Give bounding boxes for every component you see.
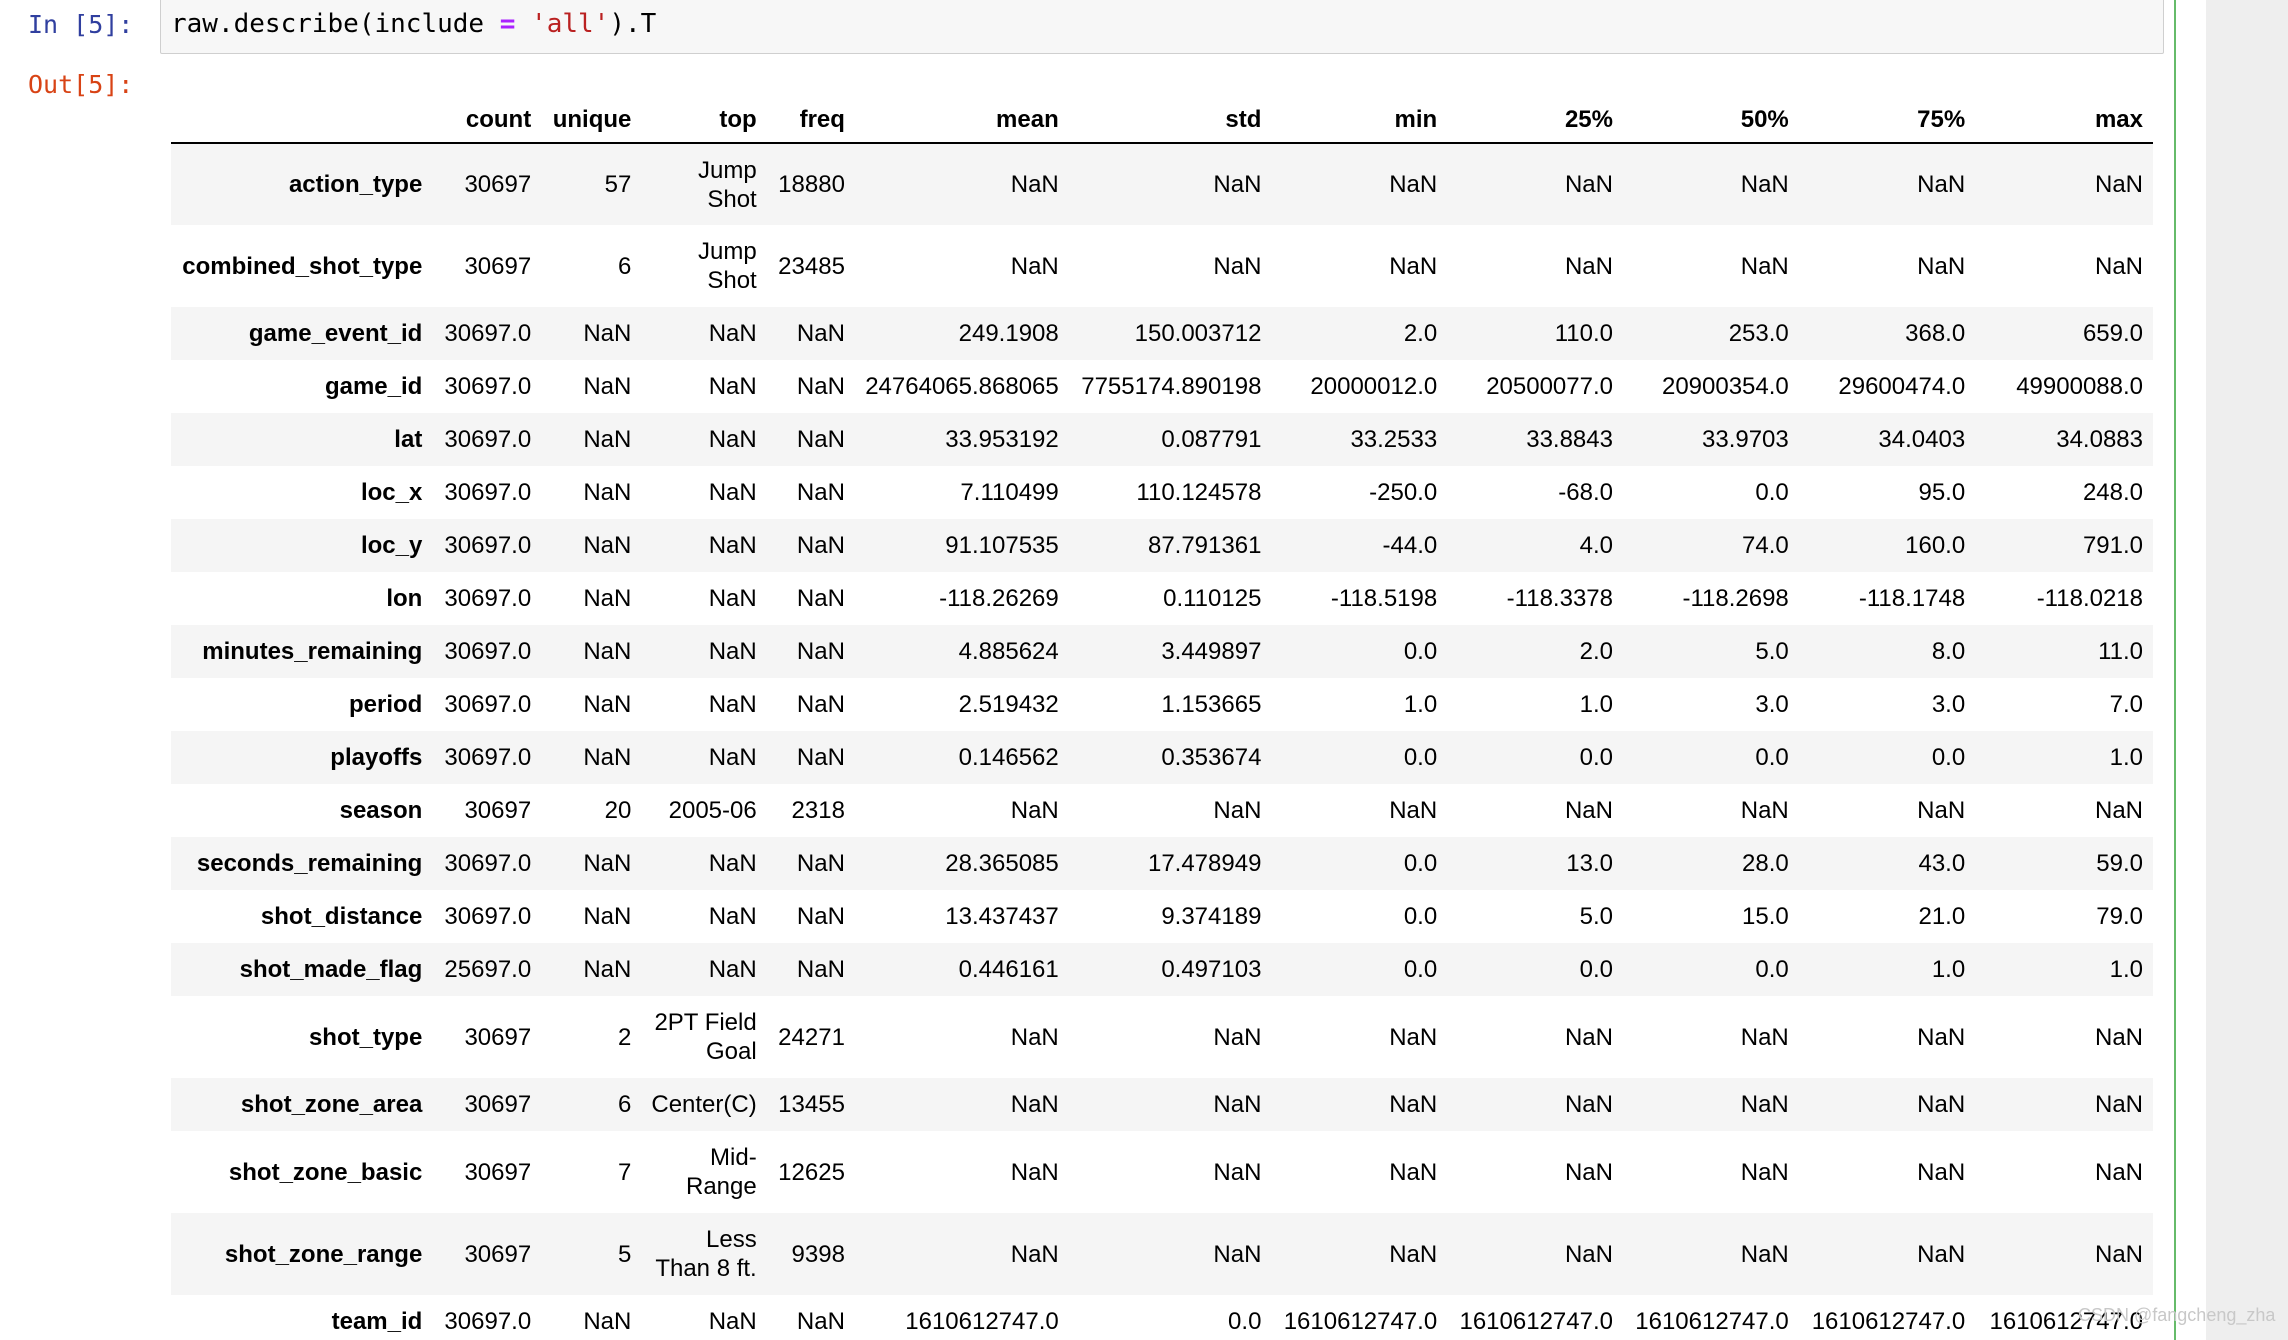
table-cell: NaN bbox=[583, 744, 632, 771]
row-index-label: lon bbox=[386, 585, 423, 612]
table-cell: NaN bbox=[1740, 1240, 1789, 1268]
table-cell: 33.2533 bbox=[1350, 426, 1438, 453]
table-cell: 0.353674 bbox=[1161, 744, 1262, 771]
table-cell: 49900088.0 bbox=[2016, 373, 2143, 400]
table-cell: NaN bbox=[708, 638, 757, 665]
column-header: min bbox=[1271, 96, 1447, 143]
table-cell: NaN bbox=[1564, 252, 1613, 280]
table-cell: 1.0 bbox=[1579, 691, 1613, 718]
table-row bbox=[171, 1213, 2153, 1295]
table-cell: NaN bbox=[1389, 1091, 1438, 1118]
table-cell: NaN bbox=[796, 956, 845, 983]
table-cell: 2 bbox=[618, 1023, 632, 1051]
right-gutter bbox=[2206, 0, 2288, 1340]
table-cell: NaN bbox=[708, 585, 757, 612]
table-cell: 3.0 bbox=[1755, 691, 1789, 718]
table-cell: NaN bbox=[708, 479, 757, 506]
table-cell: 0.0 bbox=[1755, 479, 1789, 506]
table-cell: 5 bbox=[618, 1240, 632, 1268]
table-cell: NaN bbox=[1213, 171, 1262, 198]
column-header: top bbox=[641, 96, 766, 143]
table-cell: 59.0 bbox=[2096, 850, 2143, 877]
table-cell: 7755174.890198 bbox=[1081, 373, 1262, 400]
table-cell: NaN bbox=[708, 373, 757, 400]
table-cell: 2PT Field Goal bbox=[654, 1009, 757, 1065]
table-row bbox=[171, 1131, 2153, 1213]
table-cell: NaN bbox=[796, 320, 845, 347]
table-cell: Center(C) bbox=[651, 1091, 757, 1118]
table-cell: 0.0 bbox=[1579, 956, 1613, 983]
table-cell: 30697 bbox=[464, 1091, 532, 1118]
table-cell: NaN bbox=[1917, 171, 1966, 198]
column-header: count bbox=[432, 96, 541, 143]
table-cell: 0.0 bbox=[1403, 956, 1438, 983]
table-cell: NaN bbox=[583, 585, 632, 612]
table-cell: 30697.0 bbox=[444, 479, 532, 506]
table-cell: NaN bbox=[796, 1308, 845, 1335]
table-cell: NaN bbox=[796, 373, 845, 400]
table-cell: NaN bbox=[2094, 797, 2143, 824]
table-cell: 160.0 bbox=[1905, 532, 1966, 559]
table-cell: 30697.0 bbox=[444, 850, 532, 877]
table-cell: 1.0 bbox=[1931, 956, 1966, 983]
table-cell: NaN bbox=[583, 850, 632, 877]
table-row bbox=[171, 996, 2153, 1078]
table-cell: 30697 bbox=[464, 1240, 532, 1268]
row-index-label: seconds_remaining bbox=[196, 850, 423, 877]
row-index-label: loc_y bbox=[360, 532, 423, 559]
table-cell: -118.1748 bbox=[1858, 585, 1966, 612]
table-cell: NaN bbox=[1213, 1158, 1262, 1186]
table-cell: 6 bbox=[618, 1091, 632, 1118]
table-row bbox=[171, 1078, 2153, 1131]
table-cell: 30697 bbox=[464, 171, 532, 198]
table-cell: 43.0 bbox=[1918, 850, 1966, 877]
table-cell: 28.0 bbox=[1742, 850, 1789, 877]
table-cell: NaN bbox=[796, 638, 845, 665]
table-cell: NaN bbox=[1917, 252, 1966, 280]
table-cell: NaN bbox=[796, 903, 845, 930]
code-text-end: ).T bbox=[609, 9, 657, 39]
table-cell: Less Than 8 ft. bbox=[655, 1226, 757, 1282]
row-index-label: action_type bbox=[288, 171, 423, 198]
table-row bbox=[171, 784, 2153, 837]
table-cell: 1.153665 bbox=[1161, 691, 1262, 718]
table-cell: 0.0 bbox=[1579, 744, 1613, 771]
table-row bbox=[171, 731, 2153, 784]
column-header: mean bbox=[855, 96, 1069, 143]
table-cell: 2.519432 bbox=[958, 691, 1059, 718]
table-cell: 0.087791 bbox=[1161, 426, 1262, 453]
table-cell: 1610612747.0 bbox=[1811, 1308, 1966, 1335]
table-cell: 2.0 bbox=[1579, 638, 1613, 665]
table-cell: 11.0 bbox=[2098, 638, 2143, 665]
table-cell: 791.0 bbox=[2082, 532, 2143, 559]
table-cell: 87.791361 bbox=[1147, 532, 1262, 559]
code-text: raw.describe(include bbox=[171, 9, 500, 39]
table-body bbox=[171, 143, 2153, 1340]
table-cell: NaN bbox=[1917, 1023, 1966, 1051]
table-cell: NaN bbox=[1010, 171, 1059, 198]
table-cell: -118.5198 bbox=[1330, 585, 1438, 612]
table-cell: 30697.0 bbox=[444, 1308, 532, 1335]
table-cell: 5.0 bbox=[1755, 638, 1789, 665]
table-cell: 24271 bbox=[778, 1023, 845, 1051]
table-cell: 249.1908 bbox=[958, 320, 1059, 347]
row-index-label: lat bbox=[394, 426, 423, 453]
table-cell: 28.365085 bbox=[945, 850, 1059, 877]
table-cell: 0.0 bbox=[1403, 903, 1438, 930]
row-index-label: playoffs bbox=[330, 744, 423, 771]
table-cell: 0.0 bbox=[1755, 744, 1789, 771]
table-cell: 0.0 bbox=[1228, 1308, 1262, 1335]
table-cell: 30697.0 bbox=[444, 744, 532, 771]
table-row bbox=[171, 837, 2153, 890]
table-cell: 4.885624 bbox=[958, 638, 1059, 665]
table-cell: 30697 bbox=[464, 252, 532, 280]
table-cell: NaN bbox=[796, 479, 845, 506]
table-cell: NaN bbox=[1213, 1091, 1262, 1118]
table-cell: 6 bbox=[618, 252, 632, 280]
column-header: max bbox=[1975, 96, 2153, 143]
watermark: CSDN @fangcheng_zha bbox=[2078, 1305, 2276, 1325]
table-cell: 253.0 bbox=[1728, 320, 1789, 347]
table-cell: NaN bbox=[2094, 1158, 2143, 1186]
table-cell: NaN bbox=[1389, 171, 1438, 198]
row-index-label: team_id bbox=[331, 1308, 423, 1335]
table-cell: 29600474.0 bbox=[1838, 373, 1966, 400]
table-cell: 0.0 bbox=[1755, 956, 1789, 983]
table-cell: Mid-Range bbox=[685, 1144, 757, 1200]
row-index-label: shot_made_flag bbox=[239, 956, 423, 983]
table-cell: NaN bbox=[1740, 1091, 1789, 1118]
table-cell: NaN bbox=[1389, 1240, 1438, 1268]
code-line[interactable] bbox=[171, 9, 656, 39]
column-header: unique bbox=[541, 96, 641, 143]
table-cell: 4.0 bbox=[1579, 532, 1613, 559]
table-cell: NaN bbox=[708, 426, 757, 453]
table-cell: NaN bbox=[1740, 252, 1789, 280]
table-cell: 30697.0 bbox=[444, 691, 532, 718]
table-cell: NaN bbox=[2094, 1240, 2143, 1268]
table-cell: NaN bbox=[583, 638, 632, 665]
table-cell: 33.9703 bbox=[1702, 426, 1789, 453]
row-index-label: game_event_id bbox=[248, 320, 423, 347]
table-cell: NaN bbox=[1389, 1023, 1438, 1051]
table-cell: NaN bbox=[2094, 1023, 2143, 1051]
table-cell: 659.0 bbox=[2082, 320, 2143, 347]
table-cell: 9.374189 bbox=[1161, 903, 1262, 930]
row-index-label: shot_distance bbox=[260, 903, 423, 930]
table-cell: 30697.0 bbox=[444, 638, 532, 665]
table-cell: 91.107535 bbox=[945, 532, 1059, 559]
table-cell: 34.0403 bbox=[1878, 426, 1966, 453]
table-cell: NaN bbox=[708, 532, 757, 559]
table-cell: 13455 bbox=[778, 1091, 845, 1118]
table-cell: NaN bbox=[583, 956, 632, 983]
table-cell: 23485 bbox=[778, 252, 845, 280]
table-cell: 1610612747.0 bbox=[1459, 1308, 1613, 1335]
row-index-label: game_id bbox=[324, 373, 423, 400]
table-cell: 7.110499 bbox=[960, 479, 1059, 506]
table-cell: NaN bbox=[1917, 1240, 1966, 1268]
table-cell: 74.0 bbox=[1742, 532, 1789, 559]
table-cell: 1.0 bbox=[2109, 956, 2143, 983]
table-cell: NaN bbox=[1917, 797, 1966, 824]
table-cell: NaN bbox=[1213, 1240, 1262, 1268]
table-cell: NaN bbox=[583, 903, 632, 930]
table-cell: 30697.0 bbox=[444, 585, 532, 612]
table-row bbox=[171, 466, 2153, 519]
column-header: 75% bbox=[1799, 96, 1975, 143]
table-cell: NaN bbox=[796, 532, 845, 559]
index-header bbox=[171, 96, 432, 143]
table-cell: NaN bbox=[708, 850, 757, 877]
table-cell: NaN bbox=[796, 691, 845, 718]
table-cell: 24764065.868065 bbox=[865, 373, 1059, 400]
table-cell: 25697.0 bbox=[444, 956, 532, 983]
table-cell: -68.0 bbox=[1558, 479, 1613, 506]
table-cell: -118.2698 bbox=[1682, 585, 1789, 612]
row-index-label: shot_type bbox=[308, 1023, 423, 1051]
row-index-label: combined_shot_type bbox=[182, 252, 423, 280]
table-cell: 7.0 bbox=[2109, 691, 2143, 718]
table-cell: -118.3378 bbox=[1506, 585, 1613, 612]
table-row bbox=[171, 307, 2153, 360]
output-area bbox=[171, 96, 2153, 1340]
output-prompt: Out[5]: bbox=[28, 70, 134, 99]
table-row bbox=[171, 678, 2153, 731]
table-cell: NaN bbox=[1010, 1240, 1059, 1268]
table-cell: 34.0883 bbox=[2056, 426, 2143, 453]
table-cell: 15.0 bbox=[1742, 903, 1789, 930]
row-index-label: shot_zone_range bbox=[224, 1240, 423, 1268]
table-cell: 3.449897 bbox=[1161, 638, 1262, 665]
table-cell: 13.437437 bbox=[945, 903, 1059, 930]
row-index-label: period bbox=[348, 691, 423, 718]
table-cell: 248.0 bbox=[2082, 479, 2143, 506]
row-index-label: shot_zone_basic bbox=[228, 1158, 423, 1186]
table-cell: NaN bbox=[1010, 797, 1059, 824]
table-cell: 1.0 bbox=[2109, 744, 2143, 771]
table-row bbox=[171, 413, 2153, 466]
table-cell: 95.0 bbox=[1918, 479, 1966, 506]
table-cell: 33.953192 bbox=[945, 426, 1059, 453]
table-cell: 1610612747.0 bbox=[905, 1308, 1059, 1335]
table-cell: 1610612747.0 bbox=[1989, 1308, 2143, 1335]
table-row bbox=[171, 625, 2153, 678]
table-cell: NaN bbox=[2094, 1091, 2143, 1118]
table-cell: 13.0 bbox=[1566, 850, 1613, 877]
table-cell: NaN bbox=[2094, 252, 2143, 280]
table-cell: NaN bbox=[583, 1308, 632, 1335]
table-cell: NaN bbox=[1389, 797, 1438, 824]
table-row bbox=[171, 890, 2153, 943]
table-cell: NaN bbox=[796, 850, 845, 877]
table-cell: 2.0 bbox=[1403, 320, 1438, 347]
table-cell: NaN bbox=[708, 903, 757, 930]
header-row bbox=[171, 96, 2153, 143]
table-cell: NaN bbox=[583, 426, 632, 453]
table-cell: NaN bbox=[1010, 1158, 1059, 1186]
table-cell: 9398 bbox=[791, 1240, 845, 1268]
table-cell: 1.0 bbox=[1403, 691, 1438, 718]
row-index-label: season bbox=[339, 797, 423, 824]
table-row bbox=[171, 225, 2153, 307]
table-cell: 79.0 bbox=[2096, 903, 2143, 930]
table-cell: NaN bbox=[583, 691, 632, 718]
table-cell: 0.0 bbox=[1403, 744, 1438, 771]
row-index-label: shot_zone_area bbox=[240, 1091, 423, 1118]
table-cell: 7 bbox=[618, 1158, 632, 1186]
table-cell: NaN bbox=[583, 532, 632, 559]
table-cell: NaN bbox=[796, 585, 845, 612]
table-cell: 30697.0 bbox=[444, 373, 532, 400]
table-cell: Jump Shot bbox=[698, 238, 757, 294]
table-cell: 3.0 bbox=[1931, 691, 1966, 718]
describe-table bbox=[171, 96, 2153, 1340]
table-cell: 1610612747.0 bbox=[1283, 1308, 1438, 1335]
table-cell: -250.0 bbox=[1369, 479, 1438, 506]
table-cell: NaN bbox=[1010, 1091, 1059, 1118]
table-cell: NaN bbox=[583, 479, 632, 506]
table-cell: 21.0 bbox=[1918, 903, 1966, 930]
table-cell: NaN bbox=[708, 744, 757, 771]
table-cell: 30697 bbox=[464, 797, 532, 824]
table-cell: NaN bbox=[1010, 252, 1059, 280]
table-cell: 30697.0 bbox=[444, 903, 532, 930]
table-cell: NaN bbox=[1213, 1023, 1262, 1051]
table-cell: 150.003712 bbox=[1134, 320, 1262, 347]
table-cell: 0.0 bbox=[1931, 744, 1966, 771]
table-cell: NaN bbox=[708, 956, 757, 983]
table-cell: 2318 bbox=[791, 797, 845, 824]
table-row bbox=[171, 572, 2153, 625]
table-cell: NaN bbox=[1213, 252, 1262, 280]
table-cell: 57 bbox=[604, 171, 632, 198]
table-row bbox=[171, 360, 2153, 413]
table-cell: 20900354.0 bbox=[1661, 373, 1789, 400]
table-cell: NaN bbox=[1564, 1091, 1613, 1118]
table-cell: 30697.0 bbox=[444, 426, 532, 453]
table-cell: 368.0 bbox=[1905, 320, 1966, 347]
table-cell: 0.110125 bbox=[1163, 585, 1262, 612]
table-cell: 110.0 bbox=[1554, 320, 1613, 347]
table-cell: NaN bbox=[1564, 1158, 1613, 1186]
table-cell: NaN bbox=[1917, 1091, 1966, 1118]
table-cell: -118.0218 bbox=[2036, 585, 2143, 612]
table-cell: NaN bbox=[1389, 252, 1438, 280]
table-cell: NaN bbox=[1917, 1158, 1966, 1186]
table-row bbox=[171, 143, 2153, 225]
table-cell: NaN bbox=[1010, 1023, 1059, 1051]
table-cell: NaN bbox=[1740, 797, 1789, 824]
table-cell: 5.0 bbox=[1579, 903, 1613, 930]
code-input-area[interactable] bbox=[160, 0, 2164, 54]
code-string: 'all' bbox=[531, 9, 610, 39]
table-cell: 110.124578 bbox=[1136, 479, 1262, 506]
table-cell: 2005-06 bbox=[668, 797, 757, 824]
table-cell: NaN bbox=[708, 1308, 757, 1335]
table-cell: 0.0 bbox=[1403, 638, 1438, 665]
code-operator: = bbox=[499, 9, 516, 39]
column-header: std bbox=[1069, 96, 1272, 143]
table-cell: NaN bbox=[1213, 797, 1262, 824]
table-cell: 30697 bbox=[464, 1023, 532, 1051]
table-cell: 30697.0 bbox=[444, 532, 532, 559]
table-cell: 1610612747.0 bbox=[1635, 1308, 1789, 1335]
table-cell: NaN bbox=[1740, 171, 1789, 198]
table-row bbox=[171, 1295, 2153, 1340]
table-cell: 20000012.0 bbox=[1310, 373, 1438, 400]
row-index-label: minutes_remaining bbox=[202, 638, 423, 665]
table-cell: NaN bbox=[1564, 797, 1613, 824]
table-cell: NaN bbox=[708, 691, 757, 718]
code-space bbox=[515, 9, 531, 39]
table-cell: NaN bbox=[1564, 171, 1613, 198]
table-cell: NaN bbox=[1564, 1240, 1613, 1268]
table-cell: 20500077.0 bbox=[1486, 373, 1613, 400]
table-cell: 17.478949 bbox=[1147, 850, 1262, 877]
table-cell: 12625 bbox=[778, 1158, 845, 1186]
table-cell: 0.0 bbox=[1403, 850, 1438, 877]
column-header: 50% bbox=[1623, 96, 1799, 143]
table-cell: 33.8843 bbox=[1526, 426, 1613, 453]
table-cell: 20 bbox=[604, 797, 632, 824]
table-cell: -44.0 bbox=[1382, 532, 1438, 559]
table-cell: 8.0 bbox=[1931, 638, 1966, 665]
table-cell: -118.26269 bbox=[939, 585, 1059, 612]
table-cell: 18880 bbox=[778, 171, 845, 198]
row-index-label: loc_x bbox=[360, 479, 423, 506]
table-cell: NaN bbox=[2094, 171, 2143, 198]
table-cell: NaN bbox=[708, 320, 757, 347]
table-row bbox=[171, 943, 2153, 996]
table-cell: 0.146562 bbox=[958, 744, 1059, 771]
table-cell: NaN bbox=[796, 426, 845, 453]
input-prompt: In [5]: bbox=[28, 10, 134, 39]
table-cell: 0.497103 bbox=[1161, 956, 1262, 983]
table-cell: NaN bbox=[1740, 1023, 1789, 1051]
table-cell: NaN bbox=[583, 320, 632, 347]
table-cell: 30697.0 bbox=[444, 320, 532, 347]
table-cell: 30697 bbox=[464, 1158, 532, 1186]
table-cell: NaN bbox=[1564, 1023, 1613, 1051]
table-cell: Jump Shot bbox=[698, 156, 757, 213]
table-cell: NaN bbox=[796, 744, 845, 771]
column-header: 25% bbox=[1447, 96, 1623, 143]
table-cell: 0.446161 bbox=[958, 956, 1059, 983]
column-header: freq bbox=[767, 96, 855, 143]
table-cell: NaN bbox=[583, 373, 632, 400]
table-row bbox=[171, 519, 2153, 572]
table-cell: NaN bbox=[1389, 1158, 1438, 1186]
table-cell: NaN bbox=[1740, 1158, 1789, 1186]
cell-selection-bar bbox=[2174, 0, 2176, 1340]
